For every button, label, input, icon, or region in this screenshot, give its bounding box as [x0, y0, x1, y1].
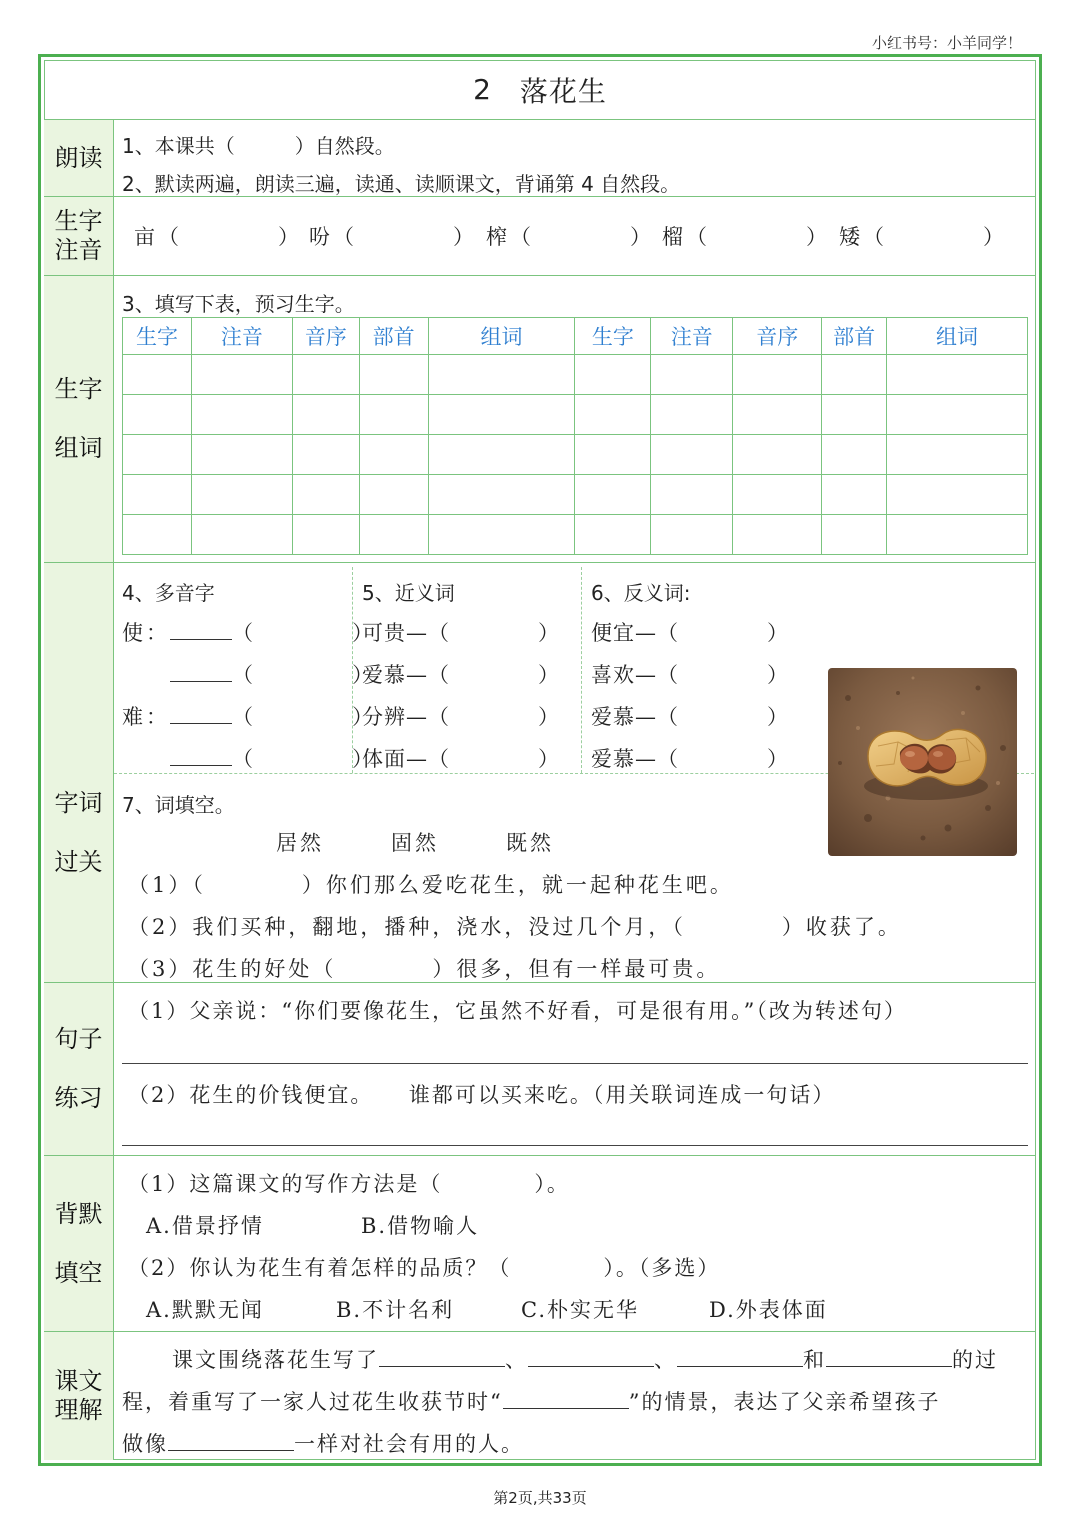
vocab-cell: [887, 435, 1028, 475]
section-label: 朗读: [44, 120, 114, 196]
answer-line: [122, 1063, 1028, 1064]
vocab-row: [123, 435, 1028, 475]
vocab-row: [123, 515, 1028, 555]
vocab-cell: [359, 395, 428, 435]
antonym-title: 6、反义词:: [591, 581, 691, 605]
vocab-cell: [822, 435, 887, 475]
vocab-cell: [887, 395, 1028, 435]
synonym-title: 5、近义词: [362, 581, 455, 605]
vocab-cell: [292, 515, 359, 555]
understand-line-1: 课文围绕落花生写了 、 、 和 的过: [172, 1348, 998, 1372]
lesson-number: 2: [473, 73, 492, 106]
vocab-cell: [123, 475, 192, 515]
polyphone-title: 4、多音字: [122, 581, 215, 605]
vocab-header: 组词: [428, 318, 575, 355]
vocab-cell: [359, 435, 428, 475]
pinyin-item: 矮（ ）: [839, 225, 1007, 249]
vocab-header: 部首: [822, 318, 887, 355]
read-line-2: 2、默读两遍，朗读三遍，读通、读顺课文，背诵第 4 自然段。: [122, 172, 681, 196]
vocab-header: 生字: [123, 318, 192, 355]
vocab-header: 注音: [651, 318, 733, 355]
header-tag: 小红书号：小羊同学！: [871, 34, 1022, 52]
section-label: 课文 理解: [44, 1332, 114, 1460]
recite-q2: （2）你认为花生有着怎样的品质？（ ）。（多选）: [128, 1256, 721, 1280]
vocab-cell: [575, 435, 651, 475]
vocab-cell: [575, 475, 651, 515]
recite-option: A.借景抒情: [146, 1214, 264, 1238]
vocab-row: [123, 395, 1028, 435]
vocab-row: [123, 355, 1028, 395]
read-line-1: 1、本课共（ ）自然段。: [122, 134, 395, 158]
section-sentence: [44, 983, 1036, 1156]
vocab-cell: [887, 475, 1028, 515]
polyphone-line: 使： （ ）: [122, 621, 376, 645]
fill-option: 固然: [391, 831, 439, 855]
vocab-cell: [887, 515, 1028, 555]
vocab-cell: [822, 355, 887, 395]
pinyin-item: 吩（ ）: [309, 225, 477, 249]
vocab-header: 部首: [359, 318, 428, 355]
fill-line: （2）我们买种，翻地，播种，浇水，没过几个月，（ ）收获了。: [128, 915, 902, 939]
vocab-cell: [651, 515, 733, 555]
fill-option: 既然: [506, 831, 554, 855]
synonym-item: 可贵—（ ）: [362, 621, 560, 645]
vocab-cell: [575, 515, 651, 555]
polyphone-line: 难： （ ）: [122, 705, 376, 729]
vocab-cell: [359, 475, 428, 515]
vocab-cell: [733, 395, 822, 435]
section-understand: [44, 1332, 1036, 1460]
vocab-cell: [733, 515, 822, 555]
vocab-header: 音序: [733, 318, 822, 355]
vocab-cell: [651, 435, 733, 475]
vocab-cell: [292, 355, 359, 395]
vocab-cell: [191, 395, 292, 435]
section-label: 生字 注音: [44, 197, 114, 275]
polyphone-line: （ ）: [122, 743, 376, 773]
synonym-item: 分辨—（ ）: [362, 705, 560, 729]
vocab-header: 生字: [575, 318, 651, 355]
vocab-cell: [822, 395, 887, 435]
vocab-cell: [191, 515, 292, 555]
vocab-header: 注音: [191, 318, 292, 355]
section-label: 句子 练习: [44, 983, 114, 1155]
vocab-table: [122, 317, 1028, 555]
vocab-header-row: [123, 318, 1028, 355]
vocab-cell: [359, 355, 428, 395]
antonym-item: 爱慕—（ ）: [591, 705, 789, 729]
pinyin-item: 榴（ ）: [662, 225, 830, 249]
vocab-cell: [733, 355, 822, 395]
recite-option: B.借物喻人: [361, 1214, 480, 1238]
fill-line: （1）（ ）你们那么爱吃花生，就一起种花生吧。: [128, 873, 734, 897]
vocab-cell: [123, 395, 192, 435]
section-label: 字词 过关: [44, 563, 114, 982]
sentence-q2: （2）花生的价钱便宜。 谁都可以买来吃。（用关联词连成一句话）: [128, 1083, 836, 1107]
recite-option: B.不计名利: [336, 1298, 455, 1322]
pinyin-item: 亩（ ）: [134, 225, 302, 249]
vocab-cell: [575, 355, 651, 395]
pinyin-item: 榨（ ）: [486, 225, 654, 249]
section-read: [44, 120, 1036, 197]
peanut-photo: [828, 668, 1017, 856]
vocab-cell: [123, 435, 192, 475]
vocab-cell: [191, 355, 292, 395]
section-pinyin: [44, 197, 1036, 276]
vocab-cell: [651, 475, 733, 515]
vocab-cell: [191, 475, 292, 515]
vocab-header: 音序: [292, 318, 359, 355]
vocab-cell: [191, 435, 292, 475]
fill-line: （3）花生的好处（ ）很多，但有一样最可贵。: [128, 957, 721, 981]
vocab-cell: [428, 435, 575, 475]
vocab-cell: [428, 515, 575, 555]
vocab-cell: [292, 475, 359, 515]
vocab-cell: [359, 515, 428, 555]
vocab-cell: [733, 475, 822, 515]
vocab-cell: [651, 395, 733, 435]
page-footer: 第2页,共33页: [493, 1489, 587, 1507]
vocab-row: [123, 475, 1028, 515]
vocab-cell: [123, 515, 192, 555]
recite-option: D.外表体面: [709, 1298, 828, 1322]
antonym-item: 便宜—（ ）: [591, 621, 789, 645]
fill-title: 7、词填空。: [122, 793, 235, 817]
synonym-item: 体面—（ ）: [362, 747, 560, 771]
vocab-cell: [123, 355, 192, 395]
divider: [581, 567, 582, 773]
polyphone-line: （ ）: [122, 659, 376, 689]
section-label: 背默 填空: [44, 1156, 114, 1331]
section-label: 生字 组词: [44, 276, 114, 562]
antonym-item: 喜欢—（ ）: [591, 663, 789, 687]
vocab-cell: [575, 395, 651, 435]
synonym-item: 爱慕—（ ）: [362, 663, 560, 687]
sentence-q1: （1）父亲说：“你们要像花生，它虽然不好看，可是很有用。”（改为转述句）: [128, 999, 907, 1023]
antonym-item: 爱慕—（ ）: [591, 747, 789, 771]
vocab-cell: [428, 475, 575, 515]
vocab-cell: [887, 355, 1028, 395]
vocab-cell: [292, 435, 359, 475]
vocab-cell: [822, 515, 887, 555]
section-recite: [44, 1156, 1036, 1332]
lesson-title: 落花生: [519, 74, 607, 108]
section-vocab: [44, 276, 1036, 563]
understand-line-2: 程，着重写了一家人过花生收获节时“ ”的情景，表达了父亲希望孩子: [122, 1390, 941, 1414]
understand-line-3: 做像 一样对社会有用的人。: [122, 1432, 524, 1456]
vocab-header: 组词: [887, 318, 1028, 355]
vocab-instruction: 3、填写下表，预习生字。: [122, 292, 355, 316]
recite-q1: （1）这篇课文的写作方法是（ ）。: [128, 1172, 570, 1196]
vocab-cell: [428, 395, 575, 435]
vocab-cell: [292, 395, 359, 435]
vocab-cell: [822, 475, 887, 515]
vocab-cell: [733, 435, 822, 475]
fill-option: 居然: [276, 831, 324, 855]
vocab-cell: [651, 355, 733, 395]
vocab-cell: [428, 355, 575, 395]
answer-line: [122, 1145, 1028, 1146]
recite-option: C.朴实无华: [521, 1298, 639, 1322]
page-title: [44, 60, 1036, 120]
recite-option: A.默默无闻: [146, 1298, 264, 1322]
